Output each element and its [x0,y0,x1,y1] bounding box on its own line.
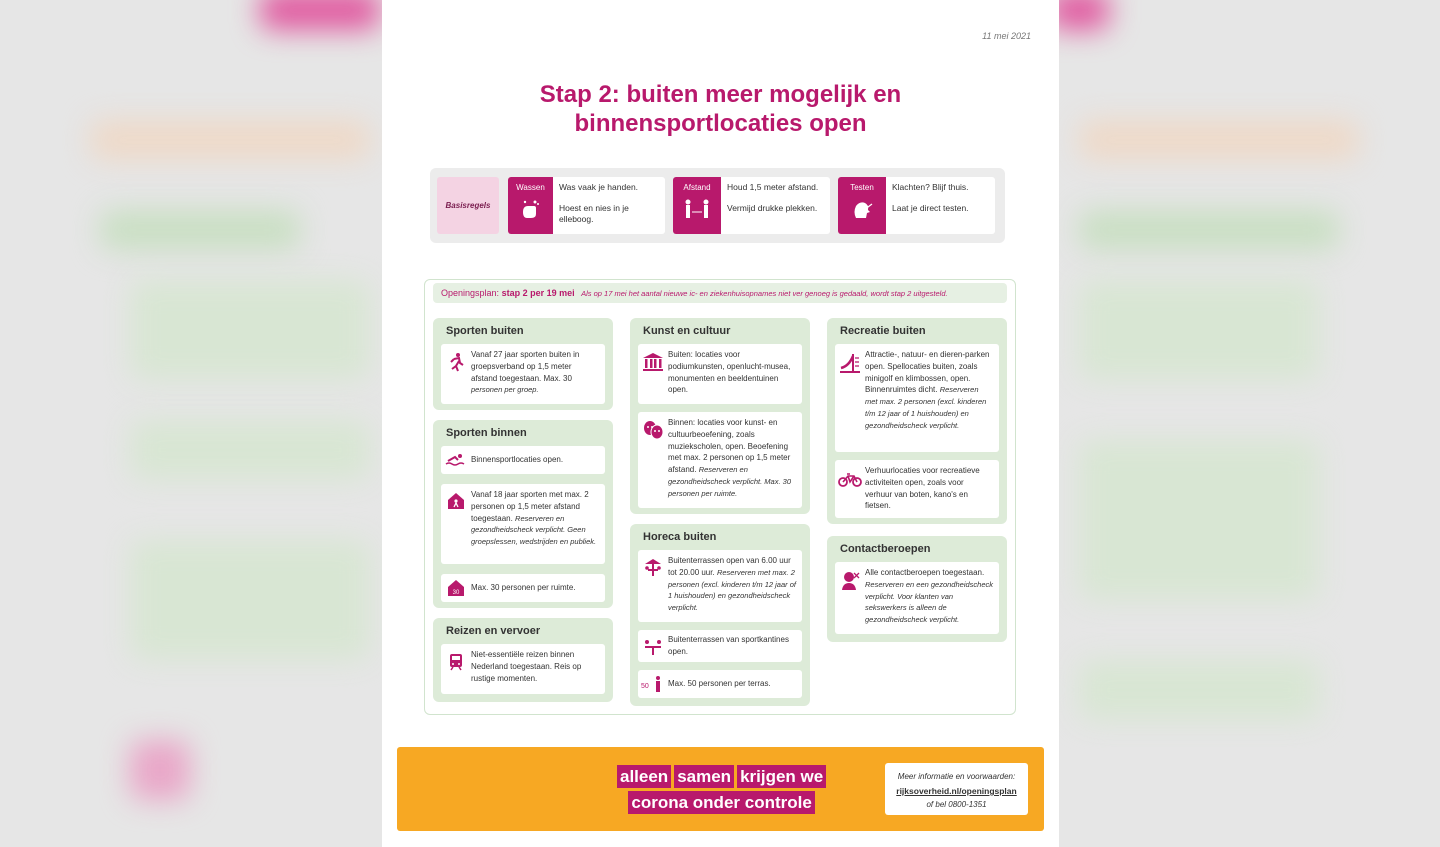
group-reizen [433,618,613,702]
group-title: Reizen en vervoer [446,625,541,637]
more-info-label: Meer informatie en voorwaarden: [897,772,1016,781]
card-text: Vanaf 18 jaar sporten met max. 2 personen op 1,5 meter afstand toegestaan. [471,490,589,523]
card [441,644,605,694]
rule-text-1: Klachten? Blijf thuis. [892,182,969,192]
group-kunst [630,318,810,514]
rule-text-1: Was vaak je handen. [558,182,639,192]
group-recreatie [827,318,1007,524]
card [638,412,802,508]
card [638,670,802,698]
more-info-phone: of bel 0800-1351 [926,800,987,809]
card-text: Niet-essentiële reizen binnen Nederland toegestaan. Reis op rustige momenten. [471,650,582,683]
train-icon [446,652,466,672]
card-italic: personen per groep. [471,385,539,395]
rule-badge [838,177,886,234]
slide-icon [839,352,861,374]
terrace-table-icon [643,636,663,656]
group-title: Recreatie buiten [840,325,926,337]
card-italic: Reserveren en gezondheidscheck verplicht. Geen groepslessen, wedstrijden en publiek. [471,513,597,547]
terrace-icon [643,558,663,578]
svg-text:50: 50 [641,683,649,690]
page-title [382,80,1059,138]
group-title: Horeca buiten [643,531,717,543]
openingsplan-panel [424,279,1016,715]
card [441,344,605,404]
group-horeca [630,524,810,706]
card [835,460,999,518]
bicycle-icon [838,472,862,488]
card-text: Max. 30 personen per ruimte. [471,583,576,593]
group-contact [827,536,1007,642]
rule-badge [508,177,553,234]
bottom-banner [397,747,1044,831]
museum-icon [642,352,664,372]
running-icon [446,352,466,372]
hairdresser-icon [839,570,861,592]
card [835,562,999,634]
building-30-icon [446,579,466,597]
background-right [1059,0,1440,847]
card [441,484,605,564]
card [441,446,605,474]
svg-text:30: 30 [452,590,460,596]
group-sporten-binnen [433,420,613,608]
rule-badge-label: Afstand [683,183,711,192]
handwash-icon [518,198,542,222]
more-info-box [885,763,1028,815]
slogan-word: krijgen we [737,765,826,788]
rule-text-2: Vermijd drukke plekken. [727,203,818,213]
distance-icon [683,198,711,222]
date: 11 mei 2021 [982,31,1031,41]
card-text: Vanaf 27 jaar sporten buiten in groepsverband op 1,5 meter afstand toegestaan. Max. 30 [471,350,580,383]
group-sporten-buiten [433,318,613,410]
card [638,550,802,622]
openingsplan-heading [433,283,1007,303]
basisregels-box [430,168,1005,243]
group-title: Kunst en cultuur [643,325,731,337]
poster [382,0,1059,847]
title-line-1: Stap 2: buiten meer mogelijk en [539,81,902,108]
plan-heading-step: stap 2 per 19 mei [501,288,575,298]
rule-afstand [673,177,830,234]
slogan-word: alleen [617,765,671,788]
basisregels-label: Basisregels [437,177,499,234]
slogan-line-2: corona onder controle [628,791,814,814]
theater-masks-icon [642,420,664,440]
card [638,344,802,404]
rule-testen [838,177,995,234]
card-text: Verhuurlocaties voor recreatieve activiteiten open, zoals voor verhuur van boten, kano's en fietsen. [865,466,980,511]
slogan [617,765,826,817]
card-italic: Reserveren met max. 2 personen (excl. kinderen t/m 12 jaar of 1 huishouden) en gezondheidscheck verplicht. [668,567,796,613]
rule-text-1: Houd 1,5 meter afstand. [727,182,819,192]
card-text: Binnensportlocaties open. [471,455,564,465]
sports-hall-icon [446,492,466,510]
rule-wassen [508,177,665,234]
card-text: Buiten: locaties voor podiumkunsten, openlucht-musea, monumenten en beeldentuinen open. [668,350,791,395]
rule-text [721,177,824,234]
rule-text-2: Hoest en nies in je elleboog. [558,203,629,224]
card-italic: Reserveren en een gezondheidscheck verplicht. Voor klanten van sekswerkers is alleen de gezondheidscheck verplicht. [865,579,994,625]
group-title: Sporten binnen [446,427,527,439]
rule-badge [673,177,721,234]
swimming-icon [445,452,467,468]
card [441,574,605,602]
rule-text [886,177,975,234]
slogan-word: samen [674,765,734,788]
rule-badge-label: Testen [850,183,874,192]
person-50-icon [641,675,665,693]
card-text: Attractie-, natuur- en dieren-parken open. Spellocaties buiten, zoals minigolf en klimbossen, open. Binnenruimtes dicht. [865,350,990,395]
card [638,630,802,662]
background-left [0,0,382,847]
card-text: Max. 50 personen per terras. [668,679,771,689]
rule-badge-label: Wassen [516,183,545,192]
title-line-2: binnensportlocaties open [574,110,867,137]
card-text: Buitenterrassen van sportkantines open. [668,635,789,656]
card-text: Alle contactberoepen toegestaan. [865,568,985,577]
card-italic: Reserveren met max. 2 personen (excl. kinderen t/m 12 jaar of 1 huishouden) en gezondheidscheck verplicht. [865,385,987,430]
group-title: Contactberoepen [840,543,931,555]
more-info-link[interactable]: rijksoverheid.nl/openingsplan [896,786,1017,796]
test-icon [850,198,874,222]
card-italic: Reserveren en gezondheidscheck verplicht. Max. 30 personen per ruimte. [668,465,791,498]
card-text: Buitenterrassen open van 6.00 uur tot 20.00 uur. [668,556,791,577]
plan-heading-prefix: Openingsplan: [441,288,500,298]
plan-heading-note: Als op 17 mei het aantal nieuwe ic- en ziekenhuisopnames niet ver genoeg is gedaald, wordt stap 2 uitgesteld. [581,289,948,298]
card-text: Binnen: locaties voor kunst- en cultuurbeoefening, zoals muziekscholen, open. Beoefening met max. 2 personen op 1,5 meter afstand. [668,418,791,475]
card [835,344,999,452]
rule-text-2: Laat je direct testen. [892,203,969,213]
group-title: Sporten buiten [446,325,524,337]
rule-text [553,177,665,234]
